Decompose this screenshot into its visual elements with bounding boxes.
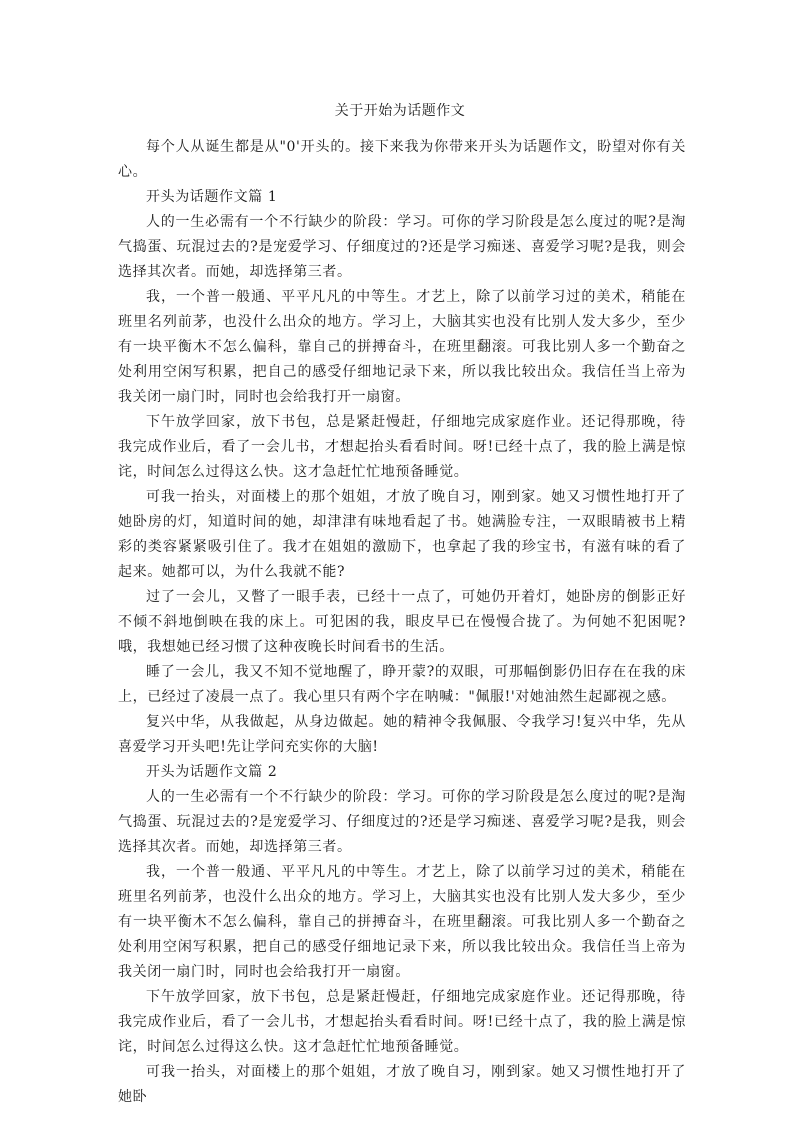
section-1-paragraph: 人的一生必需有一个不行缺少的阶段：学习。可你的学习阶段是怎么度过的呢?是淘气捣蛋、玩混过去的?是宠爱学习、仔细度过的?还是学习痴迷、喜爱学习呢?是我，则会选择其次者。而她，却选择第三者。 [118,214,686,280]
section-1-paragraph: 我，一个普一般通、平平凡凡的中等生。才艺上，除了以前学习过的美术，稍能在班里名列前茅，也没什么出众的地方。学习上，大脑其实也没有比别人发大多少，至少有一块平衡木不怎么偏科，靠自己的拼搏奋斗，在班里翻滚。可我比别人多一个勤奋之处利用空闲写积累，把自己的感受仔细地记录下来，所以我比较出众。我信任当上帝为我关闭一扇门时，同时也会给我打开一扇窗。 [118,289,686,405]
section-2-heading: 开头为话题作文篇 2 [146,764,278,780]
section-1-paragraph: 复兴中华，从我做起，从身边做起。她的精神令我佩服、令我学习!复兴中华，先从喜爱学习开头吧!先让学问充实你的大脑! [118,714,686,755]
section-1-paragraph: 可我一抬头，对面楼上的那个姐姐，才放了晚自习，刚到家。她又习惯性地打开了她卧房的灯，知道时间的她，却津津有味地看起了书。她满脸专注，一双眼睛被书上精彩的类容紧紧吸引住了。我才在姐姐的激励下，也拿起了我的珍宝书，有滋有味的看了起来。她都可以，为什么我就不能? [118,489,686,580]
section-1-paragraph: 下午放学回家，放下书包，总是紧赶慢赶，仔细地完成家庭作业。还记得那晚，待我完成作业后，看了一会儿书，才想起抬头看看时间。呀!已经十点了，我的脸上满是惊诧，时间怎么过得这么快。这才急赶忙忙地预备睡觉。 [118,414,686,480]
section-2-paragraph: 可我一抬头，对面楼上的那个姐姐，才放了晚自习，刚到家。她又习惯性地打开了她卧 [118,1064,686,1105]
section-1-heading: 开头为话题作文篇 1 [146,189,278,205]
intro-paragraph: 每个人从诞生都是从"0'开头的。接下来我为你带来开头为话题作文，盼望对你有关心。 [118,139,686,180]
section-2-paragraph: 我，一个普一般通、平平凡凡的中等生。才艺上，除了以前学习过的美术，稍能在班里名列前茅，也没什么出众的地方。学习上，大脑其实也没有比别人发大多少，至少有一块平衡木不怎么偏科，靠自己的拼搏奋斗，在班里翻滚。可我比别人多一个勤奋之处利用空闲写积累，把自己的感受仔细地记录下来，所以我比较出众。我信任当上帝为我关闭一扇门时，同时也会给我打开一扇窗。 [118,864,686,980]
section-2-paragraph: 下午放学回家，放下书包，总是紧赶慢赶，仔细地完成家庭作业。还记得那晚，待我完成作业后，看了一会儿书，才想起抬头看看时间。呀!已经十点了，我的脸上满是惊诧，时间怎么过得这么快。这才急赶忙忙地预备睡觉。 [118,989,686,1055]
document-title: 关于开始为话题作文 [334,103,466,119]
section-1-paragraph: 过了一会儿，又瞥了一眼手表，已经十一点了，可她仍开着灯，她卧房的倒影正好不倾不斜地倒映在我的床上。可犯困的我，眼皮早已在慢慢合拢了。为何她不犯困呢?哦，我想她已经习惯了这种夜晚长时间看书的生活。 [118,589,686,655]
section-1-paragraph: 睡了一会儿，我又不知不觉地醒了，睁开蒙?的双眼，可那幅倒影仍旧存在在我的床上，已经过了凌晨一点了。我心里只有两个字在呐喊："佩服!'对她油然生起鄙视之感。 [118,664,686,705]
document-body [118,135,686,1110]
section-2-paragraph: 人的一生必需有一个不行缺少的阶段：学习。可你的学习阶段是怎么度过的呢?是淘气捣蛋、玩混过去的?是宠爱学习、仔细度过的?还是学习痴迷、喜爱学习呢?是我，则会选择其次者。而她，却选择第三者。 [118,789,686,855]
